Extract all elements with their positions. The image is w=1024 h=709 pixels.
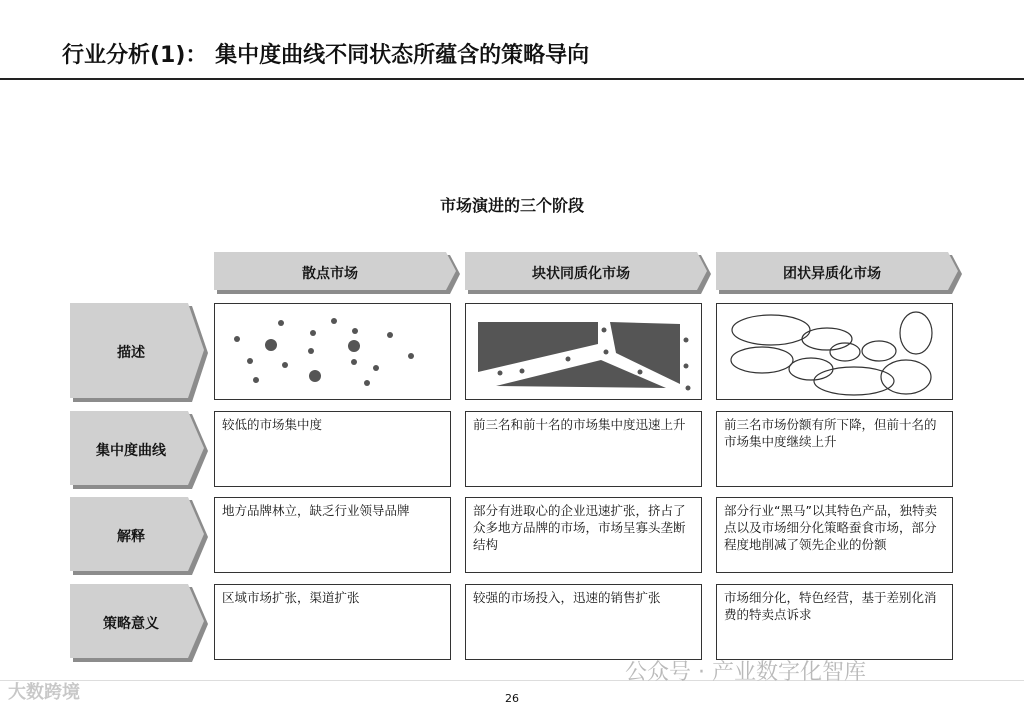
stage-label: 团状异质化市场 bbox=[783, 266, 881, 282]
row-label-text: 策略意义 bbox=[103, 616, 159, 632]
block-dot bbox=[602, 328, 607, 333]
page-number: 26 bbox=[505, 692, 519, 705]
row-label-explanation bbox=[70, 497, 208, 575]
scatter-dot bbox=[234, 336, 240, 342]
scatter-dot bbox=[265, 339, 277, 351]
scatter-dot bbox=[373, 365, 379, 371]
cluster-ellipse bbox=[732, 315, 810, 345]
scatter-dot bbox=[348, 340, 360, 352]
scatter-dot bbox=[351, 359, 357, 365]
cell-explanation-heterogeneous: 部分行业“黑马”以其特色产品，独特卖点以及市场细分化策略蚕食市场，部分程度地削减了领先企业的份额 bbox=[716, 497, 953, 573]
scatter-dot bbox=[310, 330, 316, 336]
cluster-market-diagram bbox=[716, 303, 953, 400]
block-dot bbox=[684, 338, 689, 343]
block-dot bbox=[684, 364, 689, 369]
block-dot bbox=[604, 350, 609, 355]
scatter-dot bbox=[364, 380, 370, 386]
cluster-ellipse bbox=[731, 347, 793, 373]
block-market-diagram bbox=[465, 303, 702, 400]
cluster-ellipse bbox=[900, 312, 932, 354]
cell-concentration-heterogeneous: 前三名市场份额有所下降，但前十名的市场集中度继续上升 bbox=[716, 411, 953, 487]
block-dot bbox=[566, 357, 571, 362]
row-label-text: 描述 bbox=[117, 345, 145, 361]
scatter-dot bbox=[408, 353, 414, 359]
scatter-dot bbox=[387, 332, 393, 338]
diagram-subtitle: 市场演进的三个阶段 bbox=[439, 196, 584, 215]
block-dot bbox=[686, 386, 691, 391]
stage-label: 散点市场 bbox=[302, 266, 358, 282]
stage-header-heterogeneous bbox=[716, 252, 962, 294]
scatter-dot bbox=[282, 362, 288, 368]
cell-explanation-scattered: 地方品牌林立，缺乏行业领导品牌 bbox=[214, 497, 451, 573]
scatter-dot bbox=[247, 358, 253, 364]
stage-header-scattered bbox=[214, 252, 460, 294]
block-dot bbox=[520, 369, 525, 374]
row-label-text: 集中度曲线 bbox=[96, 443, 166, 459]
scatter-dot bbox=[278, 320, 284, 326]
market-block bbox=[478, 322, 598, 372]
row-label-concentration bbox=[70, 411, 208, 489]
scattered-market-diagram bbox=[214, 303, 451, 400]
cluster-ellipse bbox=[881, 360, 931, 394]
cluster-ellipse bbox=[862, 341, 896, 361]
cell-strategy-scattered: 区域市场扩张，渠道扩张 bbox=[214, 584, 451, 660]
cell-strategy-homogeneous: 较强的市场投入，迅速的销售扩张 bbox=[465, 584, 702, 660]
corner-watermark: 大数跨境 bbox=[8, 682, 80, 703]
cell-strategy-heterogeneous: 市场细分化，特色经营，基于差别化消费的特卖点诉求 bbox=[716, 584, 953, 660]
row-label-text: 解释 bbox=[117, 529, 145, 545]
block-dot bbox=[498, 371, 503, 376]
scatter-dot bbox=[352, 328, 358, 334]
stage-header-homogeneous bbox=[465, 252, 711, 294]
row-label-strategy bbox=[70, 584, 208, 662]
stage-label: 块状同质化市场 bbox=[532, 266, 630, 282]
cluster-ellipse bbox=[802, 328, 852, 350]
block-dot bbox=[638, 370, 643, 375]
title-divider bbox=[0, 78, 1024, 80]
footer-divider bbox=[0, 680, 1024, 681]
cell-explanation-homogeneous: 部分有进取心的企业迅速扩张，挤占了众多地方品牌的市场，市场呈寡头垄断结构 bbox=[465, 497, 702, 573]
row-label-describe bbox=[70, 303, 208, 402]
cell-concentration-homogeneous: 前三名和前十名的市场集中度迅速上升 bbox=[465, 411, 702, 487]
scatter-dot bbox=[253, 377, 259, 383]
page-title: 行业分析(1)： 集中度曲线不同状态所蕴含的策略导向 bbox=[62, 43, 590, 68]
scatter-dot bbox=[308, 348, 314, 354]
cluster-ellipse bbox=[830, 343, 860, 361]
scatter-dot bbox=[331, 318, 337, 324]
cluster-ellipse bbox=[789, 358, 833, 380]
scatter-dot bbox=[309, 370, 321, 382]
cell-concentration-scattered: 较低的市场集中度 bbox=[214, 411, 451, 487]
watermark: 公众号 · 产业数字化智库 bbox=[625, 660, 866, 685]
